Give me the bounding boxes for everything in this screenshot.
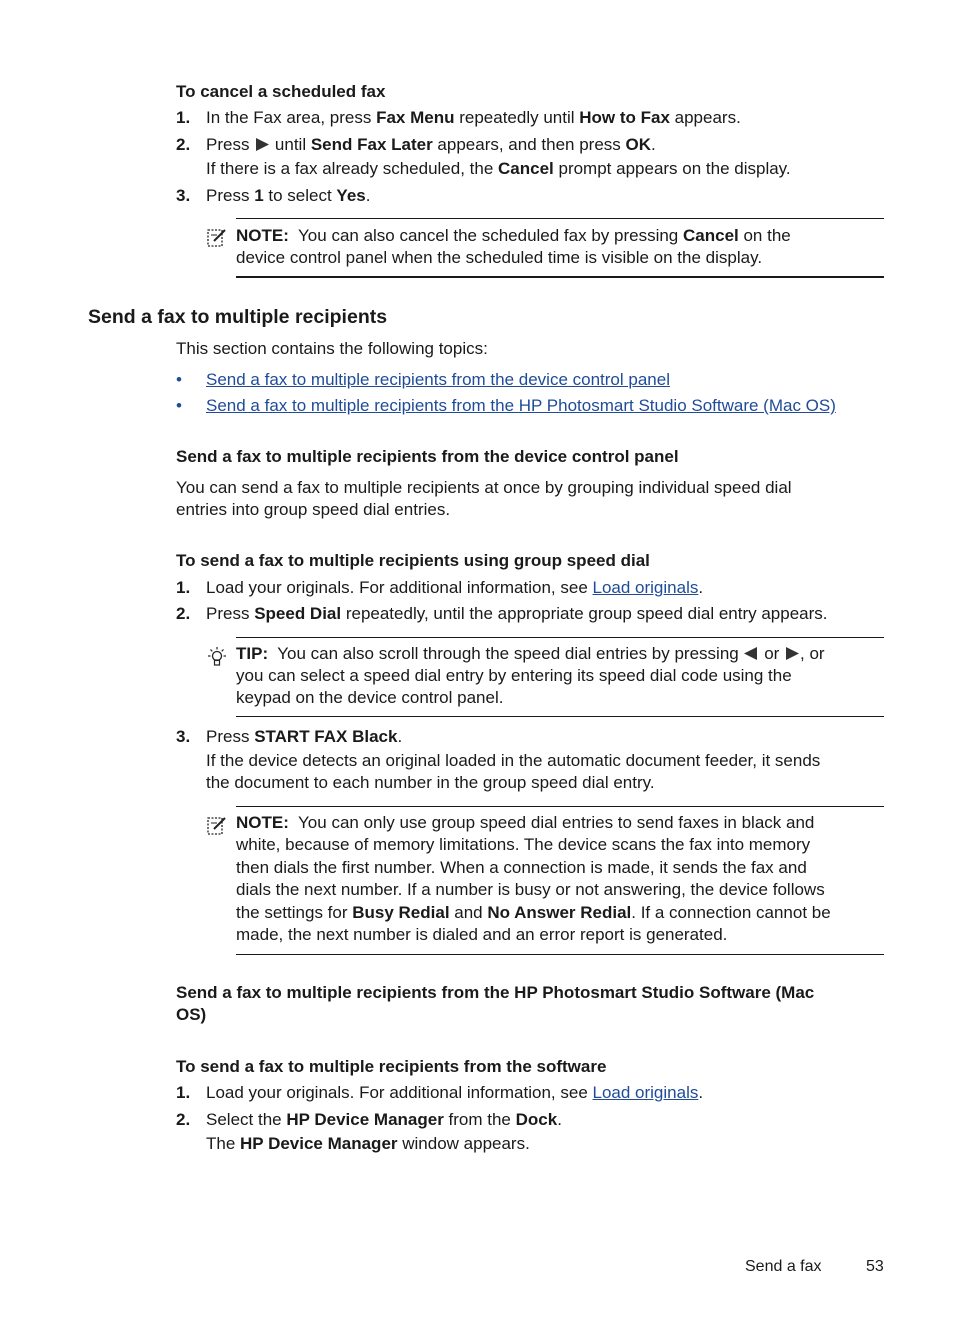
step-number: 3. bbox=[176, 727, 191, 746]
step-detail: If the device detects an original loaded in the automatic document feeder, it sends the document to each number in the group speed dial entry. bbox=[206, 751, 821, 792]
topic-link-mac-software[interactable]: Send a fax to multiple recipients from the HP Photosmart Studio Software (Mac OS) bbox=[206, 396, 836, 415]
paragraph: You can send a fax to multiple recipients at once by grouping individual speed dial entries into group speed dial entries. bbox=[176, 478, 792, 519]
note-top-rule bbox=[236, 218, 884, 219]
footer-section-name: Send a fax bbox=[745, 1258, 822, 1275]
tip-top-rule bbox=[236, 637, 884, 638]
step-text: Press 1 to select Yes. bbox=[206, 186, 371, 205]
step-number: 2. bbox=[176, 135, 191, 154]
bullet: • bbox=[176, 370, 182, 389]
procedure-title: To cancel a scheduled fax bbox=[176, 82, 386, 101]
step-text: Press until Send Fax Later appears, and then press OK. bbox=[206, 135, 656, 154]
page-number: 53 bbox=[866, 1258, 884, 1275]
step-text: Press Speed Dial repeatedly, until the appropriate group speed dial entry appears. bbox=[206, 604, 828, 623]
bullet: • bbox=[176, 396, 182, 415]
lightbulb-icon bbox=[206, 646, 228, 668]
note-icon bbox=[206, 227, 228, 249]
step-detail: The HP Device Manager window appears. bbox=[206, 1134, 530, 1153]
step-text: Select the HP Device Manager from the Dock. bbox=[206, 1110, 562, 1129]
tip-bottom-rule bbox=[236, 716, 884, 717]
note-text: NOTE: You can also cancel the scheduled fax by pressing Cancel on the device control panel when the scheduled time is visible on the display. bbox=[236, 226, 791, 267]
step-detail: If there is a fax already scheduled, the Cancel prompt appears on the display. bbox=[206, 159, 791, 178]
note-text: NOTE: You can only use group speed dial entries to send faxes in black and white, because of memory limitations. The device scans the fax into memory then dials the first number. When a connection is made, it sends the fax and dials the next number. If a number is busy or not answering, the device follows the settings for Busy Redial and No Answer Redial. If a connection cannot be made, the next number is dialed and an error report is generated. bbox=[236, 813, 831, 945]
topic-link-device-panel[interactable]: Send a fax to multiple recipients from the device control panel bbox=[206, 370, 670, 389]
right-arrow-icon bbox=[784, 646, 800, 661]
step-number: 1. bbox=[176, 1083, 191, 1102]
subsection-heading: Send a fax to multiple recipients from the device control panel bbox=[176, 447, 679, 466]
right-arrow-icon bbox=[254, 137, 270, 152]
tip-text: TIP: You can also scroll through the speed dial entries by pressing or , or you can select a speed dial entry by entering its speed dial code using the keypad on the device control panel. bbox=[236, 644, 825, 707]
step-number: 1. bbox=[176, 108, 191, 127]
step-number: 2. bbox=[176, 604, 191, 623]
section-intro: This section contains the following topics: bbox=[176, 339, 488, 358]
step-text: Load your originals. For additional information, see Load originals. bbox=[206, 1083, 704, 1102]
step-number: 3. bbox=[176, 186, 191, 205]
note-bottom-rule bbox=[236, 954, 884, 955]
procedure-title: To send a fax to multiple recipients using group speed dial bbox=[176, 551, 650, 570]
note-top-rule bbox=[236, 806, 884, 807]
step-number: 2. bbox=[176, 1110, 191, 1129]
step-text: Press START FAX Black. bbox=[206, 727, 403, 746]
note-icon bbox=[206, 815, 228, 837]
step-text: In the Fax area, press Fax Menu repeatedly until How to Fax appears. bbox=[206, 108, 741, 127]
procedure-title: To send a fax to multiple recipients from the software bbox=[176, 1057, 607, 1076]
section-heading: Send a fax to multiple recipients bbox=[88, 306, 388, 328]
note-bottom-rule bbox=[236, 276, 884, 278]
load-originals-link[interactable]: Load originals bbox=[592, 578, 699, 597]
left-arrow-icon bbox=[743, 646, 759, 661]
load-originals-link[interactable]: Load originals bbox=[592, 1083, 699, 1102]
step-text: Load your originals. For additional information, see Load originals. bbox=[206, 578, 704, 597]
step-number: 1. bbox=[176, 578, 191, 597]
subsection-heading: Send a fax to multiple recipients from the HP Photosmart Studio Software (Mac OS) bbox=[176, 983, 815, 1024]
